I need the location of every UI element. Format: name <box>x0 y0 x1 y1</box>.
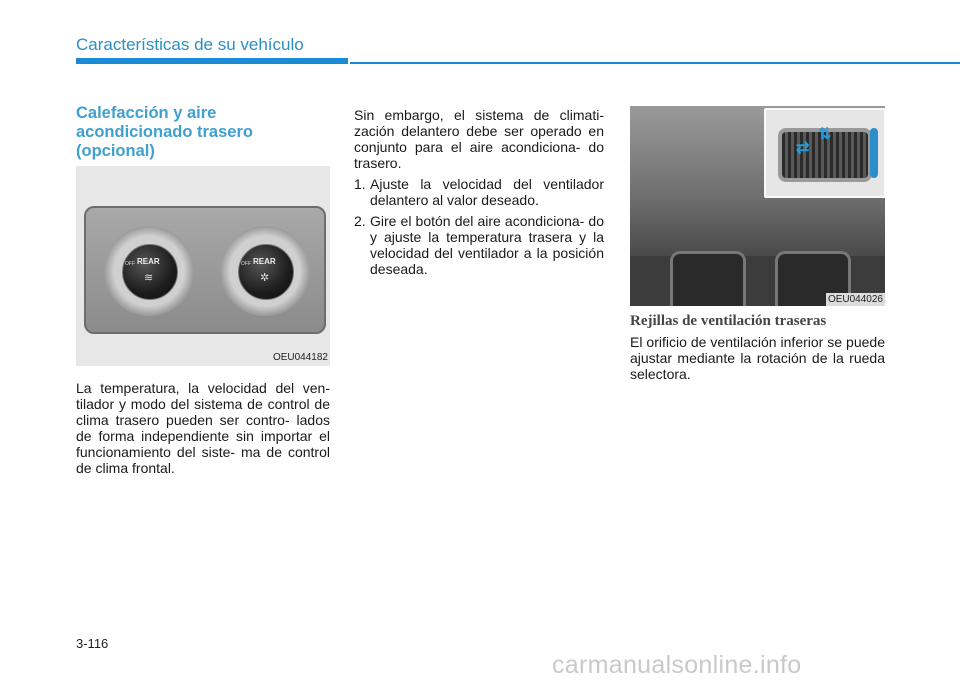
step-number: 1. <box>354 176 366 192</box>
knob-rear-label: REAR <box>137 257 160 266</box>
knob-face <box>122 244 178 300</box>
middle-paragraph: Sin embargo, el sistema de climati- zación delantero debe ser operado en conjunto para el aire acondiciona- do trasero. <box>354 107 604 171</box>
knob-off-label: OFF <box>241 261 251 267</box>
header-rule-thin <box>350 62 960 64</box>
arrow-icon: ⇅ <box>818 126 832 143</box>
page-number: 3-116 <box>76 636 109 651</box>
sub-heading: Rejillas de ventilación traseras <box>630 313 827 329</box>
fan-speed-knob <box>220 226 310 316</box>
header-rule-thick <box>76 58 348 64</box>
arrow-icon: ⇄ <box>796 140 810 157</box>
right-paragraph: El orificio de ventilación inferior se puede ajustar mediante la rotación de la rueda selectora. <box>630 334 885 382</box>
step-2 <box>354 213 604 277</box>
step-text: Gire el botón del aire acondiciona- do y ajuste la temperatura trasera y la velocidad del ventilador a la posición deseada. <box>370 213 604 277</box>
rear-climate-control-figure <box>76 166 330 366</box>
knob-face <box>238 244 294 300</box>
section-heading: Calefacción y aire acondicionado trasero (opcional) <box>76 104 253 160</box>
vent-inset <box>764 108 885 198</box>
rear-vent-figure <box>630 106 885 306</box>
knob-rear-label: REAR <box>253 257 276 266</box>
knob-off-label: OFF <box>125 261 135 267</box>
vent-selector-wheel <box>870 128 878 178</box>
step-1 <box>354 176 604 208</box>
page-header-title: Características de su vehículo <box>76 35 304 54</box>
fan-icon: ✲ <box>260 272 270 284</box>
figure-code: OEU044026 <box>827 294 883 305</box>
watermark: carmanualsonline.info <box>552 651 802 679</box>
step-number: 2. <box>354 213 366 229</box>
step-text: Ajuste la velocidad del ventilador delantero al valor deseado. <box>370 176 604 208</box>
left-paragraph: La temperatura, la velocidad del ven- tilador y modo del sistema de control de clima trasero pueden ser contro- lados de forma independiente sin importar el funcionamiento del siste- ma de control de clima frontal. <box>76 380 330 476</box>
temperature-knob <box>104 226 194 316</box>
figure-code: OEU044182 <box>272 352 328 363</box>
heat-icon: ≋ <box>144 272 154 284</box>
rear-seat <box>670 251 746 306</box>
control-panel <box>84 206 326 334</box>
